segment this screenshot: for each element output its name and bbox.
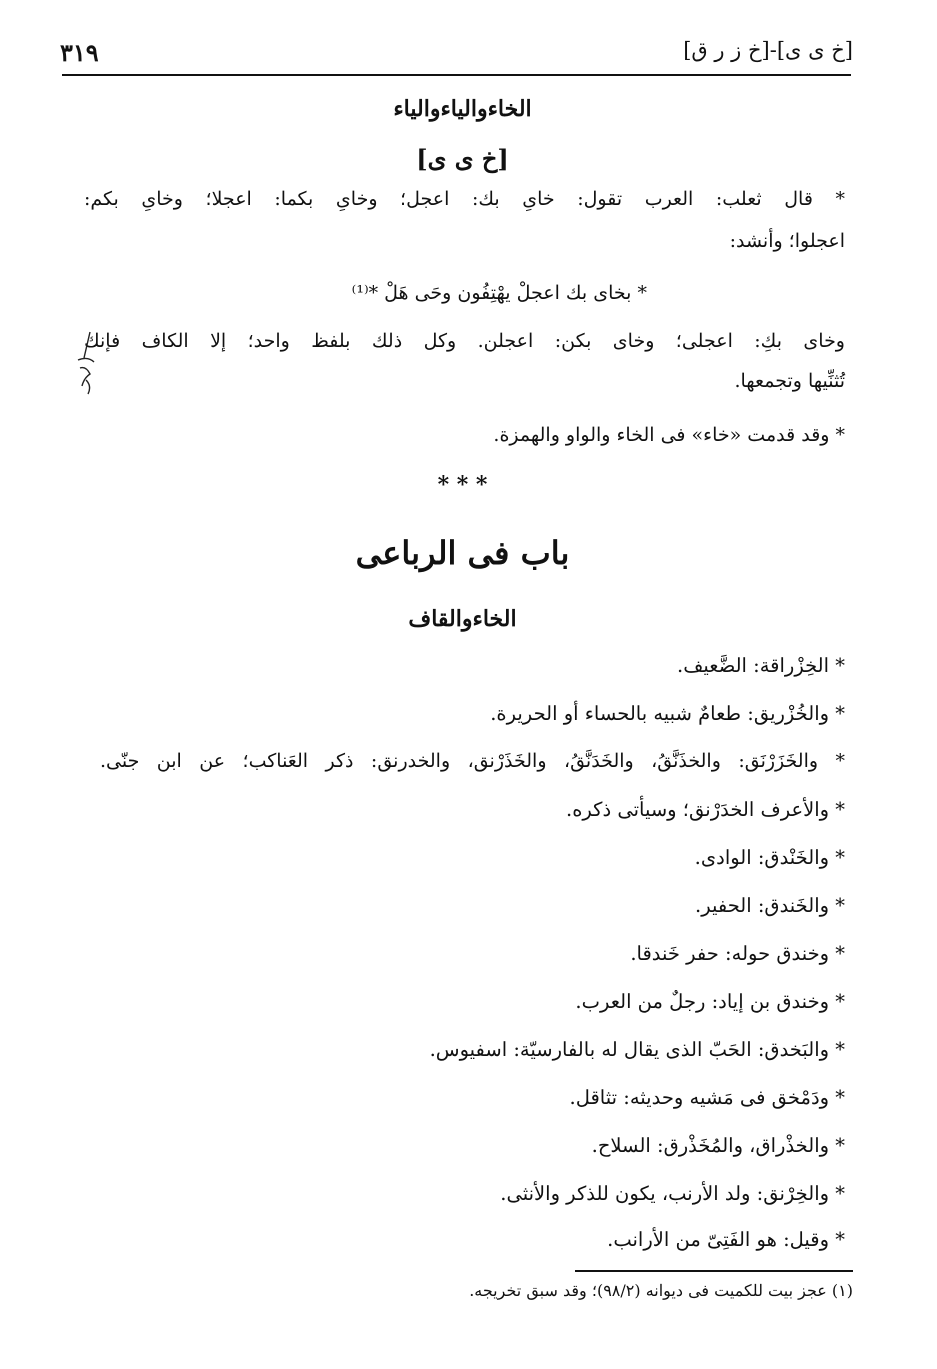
running-head: [خ ى ى]-[خ ز ر ق]: [683, 38, 853, 62]
list-item: * والخذْراق، والمُخَذْرق: السلاح.: [591, 1134, 845, 1157]
list-item: * وخندق حوله: حفر خَندقا.: [630, 942, 845, 965]
list-item: * والخَزَرْنَق: والخذَنَّقُ، والخَدَنَّقُ، والخَذَرْنق، والخدرنق: ذكر العَناكب؛ عن ابن جنّى.: [100, 750, 845, 772]
section-heading-khaa-qaaf: الخاءوالقاف: [408, 606, 517, 632]
paragraph-3: * وقد قدمت «خاء» فى الخاء والواو والهمزة.: [493, 424, 845, 446]
paragraph-2-line-1: وخاى بكِ: اعجلى؛ وخاى بكن: اعجلن. وكل ذلك بلفظ واحد؛ إلا الكاف فإنك: [84, 330, 845, 352]
footnote-rule: [575, 1270, 853, 1272]
list-item: * وقيل: هو الفَتِىّ من الأرانب.: [607, 1228, 845, 1251]
section-heading-khaa-yaa-yaa: الخاءوالياءوالياء: [393, 96, 532, 122]
list-item: * وخندق بن إياد: رجلٌ من العرب.: [575, 990, 845, 1013]
list-item: * والخِرْنق: ولد الأرنب، يكون للذكر والأنثى.: [500, 1182, 845, 1205]
section-separator-stars: * * *: [437, 472, 488, 498]
page-number: ٣١٩: [60, 38, 99, 67]
header-rule: [62, 74, 851, 76]
paragraph-1-line-2: اعجلوا؛ وأنشد:: [729, 230, 845, 252]
verse-line: * بخاى بك اعجلْ يهْتِفُون وحَى هَلْ *⁽¹⁾: [351, 282, 647, 304]
list-item: * والبَخدق: الحَبّ الذى يقال له بالفارسيّة: اسفيوس.: [429, 1038, 845, 1061]
page-header: [60, 32, 853, 72]
list-item: * والأعرف الخدَرْنق؛ وسيأتى ذكره.: [566, 798, 845, 821]
list-item: * والخُزْريق: طعامٌ شبيه بالحساء أو الحريرة.: [490, 702, 845, 725]
handwritten-margin-mark-icon: [72, 330, 100, 396]
paragraph-1-line-1: * قال ثعلب: العرب تقول: خاىِ بك: اعجل؛ وخاىِ بكما: اعجلا؛ وخاىِ بكم:: [84, 188, 845, 210]
list-item: * ودَمْخق فى مَشيه وحديثه: تثاقل.: [569, 1086, 845, 1109]
paragraph-2-line-2: تُثنِّيها وتجمعها.: [734, 370, 845, 392]
chapter-title: باب فى الرباعى: [355, 534, 570, 572]
footnote: (١) عجز بيت للكميت فى ديوانه (٩٨/٢)؛ وقد سبق تخريجه.: [469, 1281, 853, 1300]
list-item: * والخَندق: الحفير.: [695, 894, 845, 917]
root-label: [خ ى ى]: [416, 144, 509, 173]
list-item: * والخَنْدق: الوادى.: [694, 846, 845, 869]
list-item: * الخِزْراقة: الضَّعيف.: [677, 654, 845, 677]
